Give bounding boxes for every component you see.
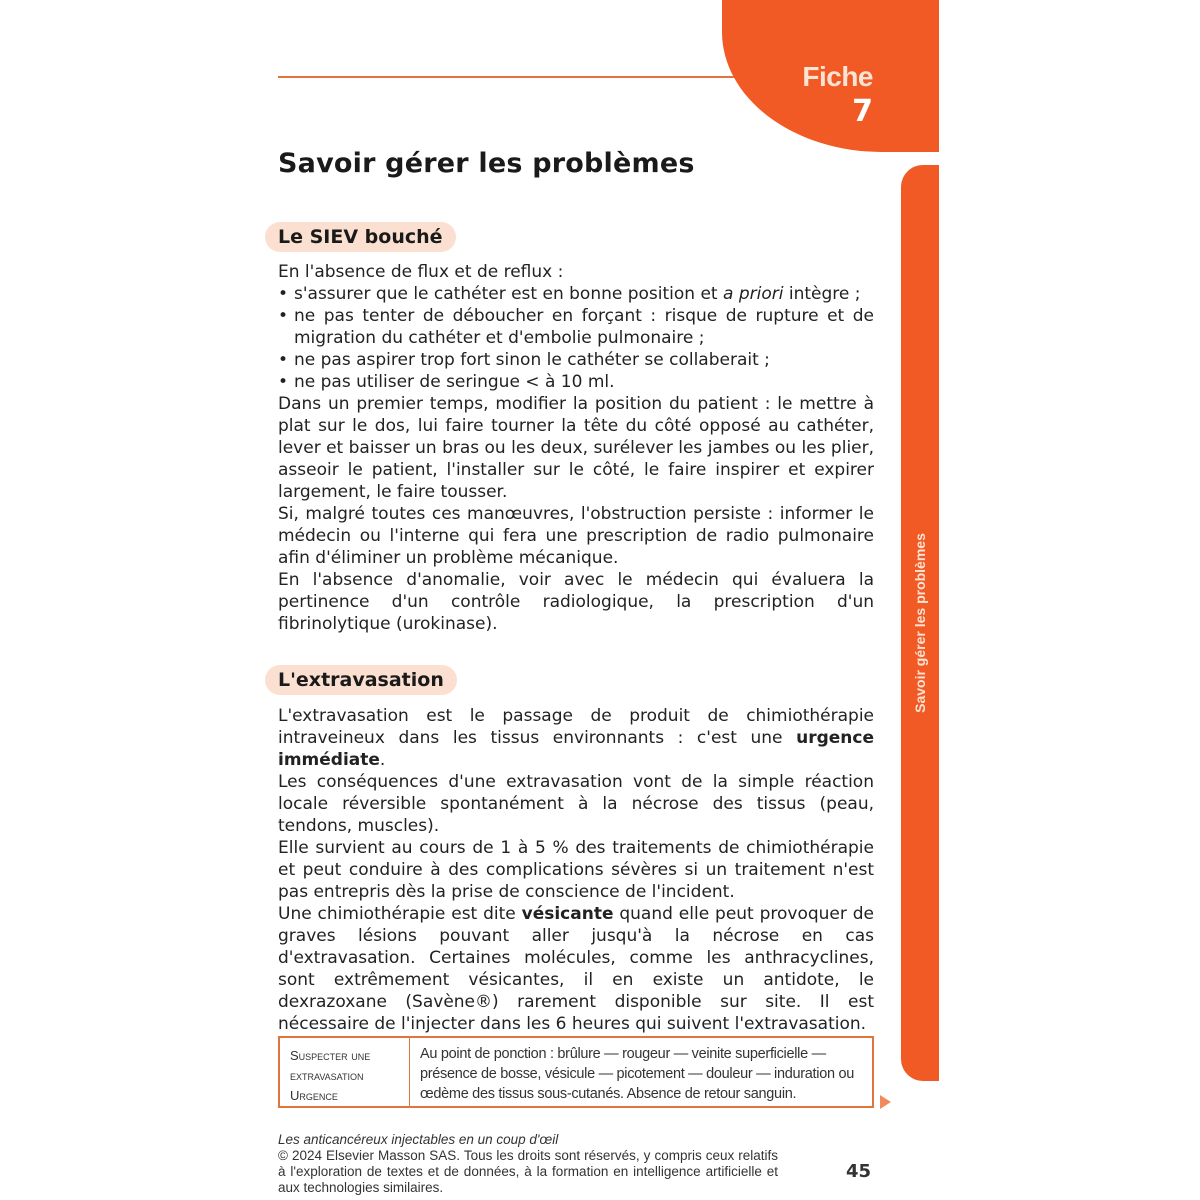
- emphasis: urgence immédiate: [278, 728, 874, 770]
- alert-content: Au point de ponction : brûlure — rougeur — veinite superficielle — présence de bosse, vésicule — picotement — douleur — induration ou œdème des tissus sous-cutanés. Absence de retour sanguin.: [420, 1046, 854, 1102]
- paragraph: Si, malgré toutes ces manœuvres, l'obstruction persiste : informer le médecin ou l'interne qui fera une prescription de radio pulmonaire afin d'éliminer un problème mécanique.: [278, 504, 874, 568]
- alert-label: Suspecter une extravasation Urgence: [280, 1038, 410, 1106]
- side-tab[interactable]: [901, 165, 939, 1081]
- side-tab-label: Savoir gérer les problèmes: [912, 533, 929, 713]
- paragraph: L'extravasation est le passage de produit de chimiothérapie intraveineux dans les tissus environnants : c'est une urgence immédiate.: [278, 706, 874, 770]
- footer: [278, 1132, 778, 1196]
- list-item: • ne pas aspirer trop fort sinon le cathéter se collaberait ;: [278, 349, 874, 371]
- list-item: • ne pas tenter de déboucher en forçant : risque de rupture et de migration du cathéter et d'embolie pulmonaire ;: [278, 305, 874, 349]
- paragraph: Elle survient au cours de 1 à 5 % des traitements de chimiothérapie et peut conduire à des complications sévères si un traitement n'est pas entrepris dès la prise de conscience de l'incident.: [278, 838, 874, 902]
- emphasis: vésicante: [521, 904, 614, 924]
- section-body-siev: [278, 261, 874, 635]
- paragraph: Dans un premier temps, modifier la position du patient : le mettre à plat sur le dos, lui faire tourner la tête du côté opposé au cathéter, lever et baisser un bras ou les deux, surélever les jambes ou les plier, asseoir le patient, l'installer sur le côté, le faire inspirer et expirer largement, le faire tousser.: [278, 394, 875, 502]
- section-heading-extravasation: L'extravasation: [265, 665, 457, 695]
- section-heading-siev: Le SIEV bouché: [265, 222, 456, 252]
- page-number: 45: [846, 1161, 872, 1182]
- header-rule: [278, 76, 748, 78]
- fiche-badge: [722, 0, 939, 152]
- alert-box: [278, 1036, 874, 1108]
- next-page-arrow-icon[interactable]: [880, 1095, 891, 1109]
- paragraph: Une chimiothérapie est dite vésicante quand elle peut provoquer de graves lésions pouvant aller jusqu'à la nécrose en cas d'extravasation. Certaines molécules, comme les anthracyclines, sont extrêmement vésicantes, il en existe un antidote, le dexrazoxane (Savène®) rarement disponible sur site. Il est nécessaire de l'injecter dans les 6 heures qui suivent l'extravasation.: [278, 904, 874, 1034]
- fiche-number: 7: [852, 94, 873, 129]
- page-title: Savoir gérer les problèmes: [278, 148, 695, 179]
- paragraph: En l'absence d'anomalie, voir avec le médecin qui évaluera la pertinence d'un contrôle radiologique, la prescription d'un fibrinolytique (urokinase).: [278, 570, 874, 634]
- list-item: • s'assurer que le cathéter est en bonne position et a priori intègre ;: [278, 283, 874, 305]
- list-item: • ne pas utiliser de seringue < à 10 ml.: [278, 371, 874, 393]
- fiche-label: Fiche: [802, 61, 873, 92]
- section-body-extravasation: [278, 705, 874, 1035]
- bullet-list: [278, 283, 874, 393]
- copyright: © 2024 Elsevier Masson SAS. Tous les droits sont réservés, y compris ceux relatifs à l'exploration de textes et de données, à la formation en intelligence artificielle et aux technologies similaires.: [278, 1148, 778, 1195]
- paragraph: Les conséquences d'une extravasation vont de la simple réaction locale réversible spontanément à la nécrose des tissus (peau, tendons, muscles).: [278, 772, 874, 836]
- intro-text: En l'absence de flux et de reflux :: [278, 262, 564, 282]
- book-title: Les anticancéreux injectables en un coup d'œil: [278, 1132, 559, 1147]
